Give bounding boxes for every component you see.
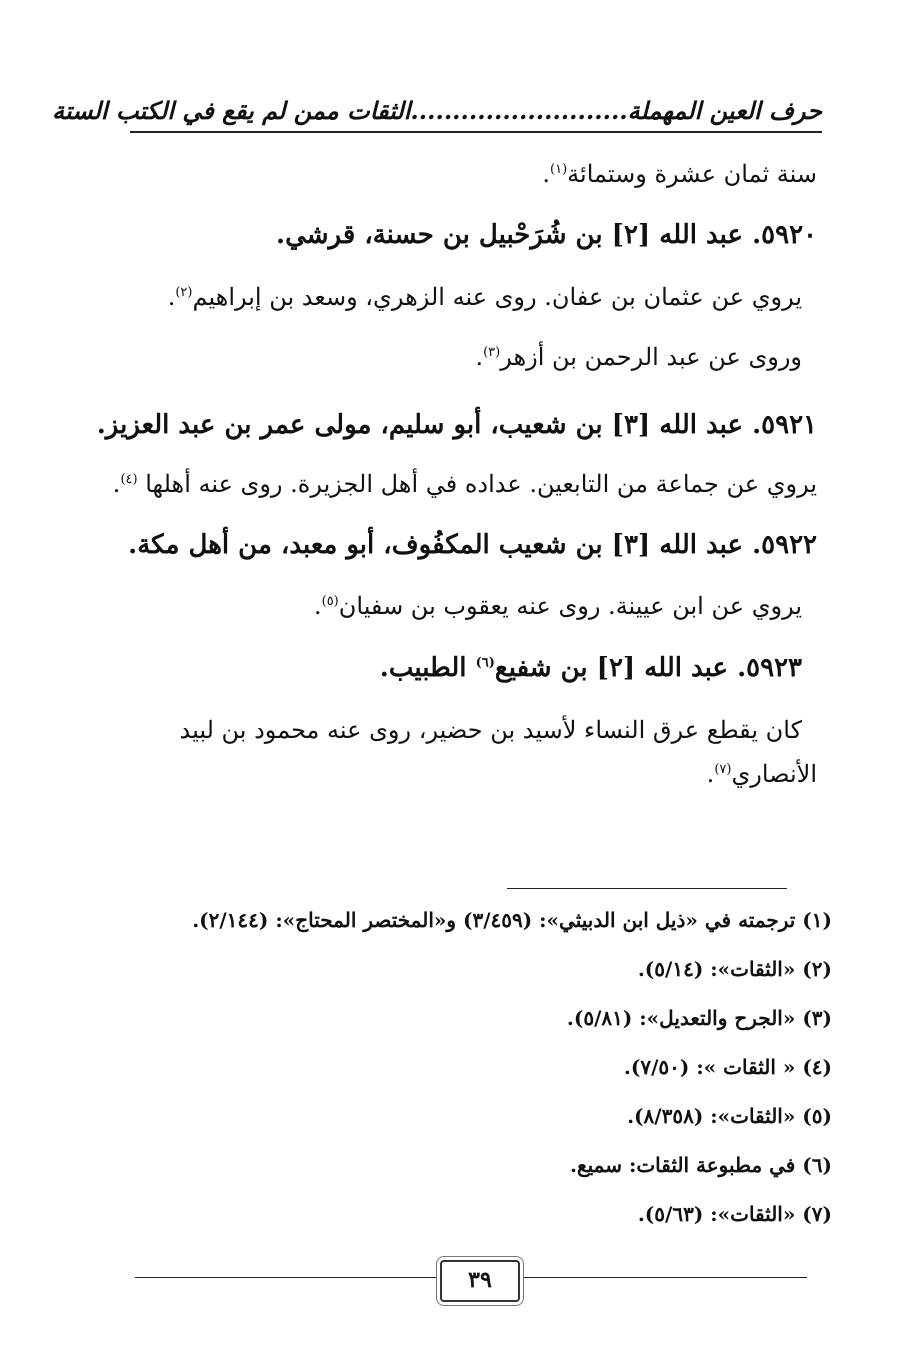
entry-5923-heading-b: الطبيب.	[379, 653, 476, 683]
footnote-7: (٧) «الثقات»: (٥/٦٣).	[637, 1202, 832, 1226]
footnote-divider	[507, 888, 787, 889]
entry-5922-heading: ٥٩٢٢. عبد الله [٣] بن شعيب المكفُوف، أبو معبد، من أهل مكة.	[128, 530, 817, 560]
footnote-1: (١) ترجمته في «ذيل ابن الدبيثي»: (٣/٤٥٩) و«المختصر المحتاج»: (٢/١٤٤).	[192, 908, 832, 932]
footnote-ref-1: (١)	[550, 162, 568, 177]
entry-5920-text-a: يروي عن عثمان بن عفان. روى عنه الزهري، وسعد بن إبراهيم$^{(٢)}$.	[167, 283, 802, 311]
header-left-title: حرف العين المهملة	[627, 96, 822, 125]
running-header	[52, 96, 822, 133]
footnote-ref-3: (٣)	[483, 345, 501, 360]
entry-5920-heading: ٥٩٢٠. عبد الله [٢] بن شُرَحْبيل بن حسنة، قرشي.	[276, 220, 817, 250]
entry-5923-text-a: كان يقطع عرق النساء لأسيد بن حضير، روى عنه محمود بن لبيد	[179, 716, 802, 744]
footnote-ref-4: (٤)	[120, 472, 138, 487]
entry-5920-text-b: وروى عن عبد الرحمن بن أزهر$^{(٣)}$.	[475, 343, 802, 371]
entry-5923-heading-a: ٥٩٢٣. عبد الله [٢] بن شفيع	[494, 653, 802, 683]
footnote-6: (٦) في مطبوعة الثقات: سميع.	[570, 1153, 832, 1177]
entry-5920-text-b-content: وروى عن عبد الرحمن بن أزهر	[500, 343, 802, 371]
footnote-ref-5: (٥)	[321, 594, 339, 609]
entry-5921-text-content: يروي عن جماعة من التابعين. عداده في أهل الجزيرة. روى عنه أهلها	[145, 470, 817, 498]
entry-5923-text-b: الأنصاري$^{(٧)}$.	[706, 760, 817, 788]
entry-5923-text-b-content: الأنصاري	[731, 760, 817, 788]
header-dots: ..........................	[410, 96, 628, 125]
footnote-ref-2: (٢)	[175, 285, 193, 300]
entry-5921-text: يروي عن جماعة من التابعين. عداده في أهل الجزيرة. روى عنه أهلها $^{(٤)}$.	[112, 470, 817, 498]
entry-5923-heading	[380, 653, 802, 683]
entry-5922-text-content: يروي عن ابن عيينة. روى عنه يعقوب بن سفيان	[338, 592, 802, 620]
continuation-text: سنة ثمان عشرة وستمائة	[567, 160, 817, 188]
entry-5921-heading: ٥٩٢١. عبد الله [٣] بن شعيب، أبو سليم، مولى عمر بن عبد العزيز.	[96, 410, 817, 440]
continuation-line: سنة ثمان عشرة وستمائة$^{(١)}$.	[542, 160, 817, 188]
footnote-5: (٥) «الثقات»: (٨/٣٥٨).	[627, 1104, 832, 1128]
entry-5920-text-a-content: يروي عن عثمان بن عفان. روى عنه الزهري، وسعد بن إبراهيم	[192, 283, 802, 311]
footnote-ref-7: (٧)	[714, 762, 732, 777]
footnote-4: (٤) « الثقات »: (٧/٥٠).	[623, 1055, 832, 1079]
footnote-2: (٢) «الثقات»: (٥/١٤).	[637, 957, 832, 981]
header-right-title: الثقات ممن لم يقع في الكتب الستة	[52, 96, 411, 125]
page-number: ٣٩	[440, 1260, 520, 1302]
footnote-3: (٣) «الجرح والتعديل»: (٥/٨١).	[566, 1006, 832, 1030]
entry-5922-text: يروي عن ابن عيينة. روى عنه يعقوب بن سفيان$^{(٥)}$.	[313, 592, 802, 620]
footnote-ref-6: (٦)	[475, 655, 495, 671]
